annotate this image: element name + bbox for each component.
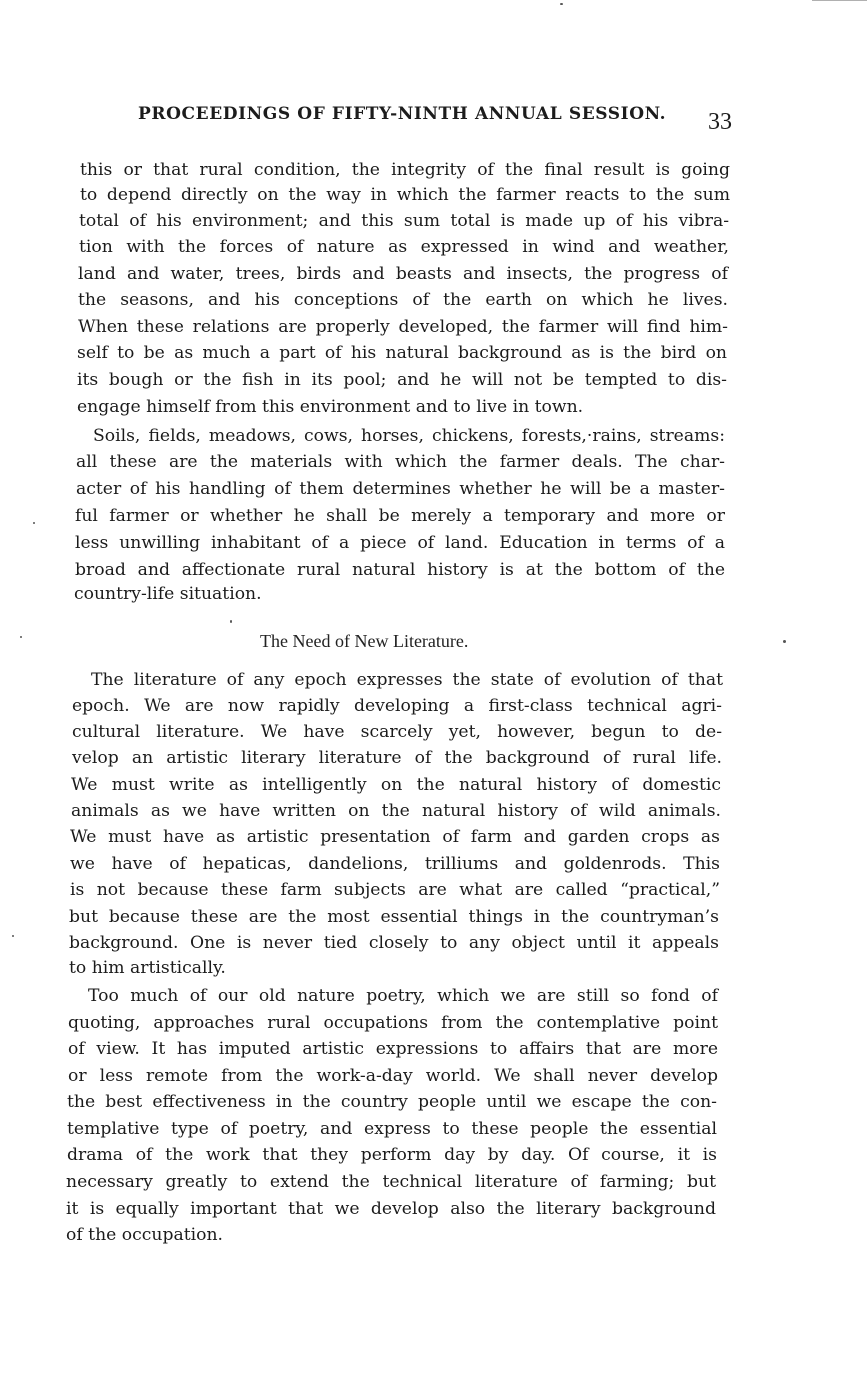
paragraph-1-line: to depend directly on the way in which the farmer reacts to the sum	[80, 185, 730, 205]
paragraph-2-line: less unwilling inhabitant of a piece of land. Education in terms of a	[75, 533, 725, 553]
paragraph-4-line: the best effectiveness in the country people until we escape the con-	[67, 1092, 717, 1112]
paragraph-3-line: but because these are the most essential things in the countryman’s	[69, 907, 719, 927]
paragraph-4-line: drama of the work that they perform day by day. Of course, it is	[67, 1145, 717, 1165]
paragraph-4-line: Too much of our old nature poetry, which we are still so fond of	[88, 986, 718, 1006]
paragraph-3-line: The literature of any epoch expresses the state of evolution of that	[91, 670, 723, 690]
scan-speck	[230, 620, 232, 623]
paragraph-3-line: We must have as artistic presentation of farm and garden crops as	[70, 827, 720, 847]
paragraph-1-line: this or that rural condition, the integrity of the final result is going	[80, 160, 730, 180]
paragraph-3-line: is not because these farm subjects are what are called “practical,”	[70, 880, 720, 900]
paragraph-2-line: all these are the materials with which the farmer deals. The char-	[76, 452, 725, 472]
paragraph-3-line: We must write as intelligently on the natural history of domestic	[71, 775, 721, 795]
paragraph-1-line: tion with the forces of nature as expressed in wind and weather,	[79, 237, 729, 257]
paragraph-2-line: ful farmer or whether he shall be merely a temporary and more or	[75, 506, 725, 526]
paragraph-2-line: broad and affectionate rural natural history is at the bottom of the	[75, 560, 725, 580]
paragraph-3-line: to him artistically.	[69, 958, 226, 978]
paragraph-2-line: Soils, fields, meadows, cows, horses, chickens, forests,·rains, streams:	[93, 426, 725, 446]
paragraph-4-line: of view. It has imputed artistic expressions to affairs that are more	[68, 1039, 718, 1059]
page-edge-mark	[812, 0, 867, 1]
paragraph-4-line: templative type of poetry, and express to these people the essential	[67, 1119, 717, 1139]
paragraph-1-line: engage himself from this environment and to live in town.	[77, 397, 584, 417]
paragraph-1-line: total of his environment; and this sum total is made up of his vibra-	[79, 211, 729, 231]
scan-speck	[783, 640, 786, 643]
scan-speck	[20, 636, 22, 638]
paragraph-3-line: we have of hepaticas, dandelions, trilliums and goldenrods. This	[70, 854, 720, 874]
paragraph-1-line: When these relations are properly developed, the farmer will find him-	[78, 317, 728, 337]
paragraph-4-line: quoting, approaches rural occupations from the contemplative point	[68, 1013, 718, 1033]
paragraph-1-line: the seasons, and his conceptions of the earth on which he lives.	[78, 290, 728, 310]
scan-speck	[33, 522, 35, 524]
paragraph-4-line: of the occupation.	[66, 1225, 223, 1245]
paragraph-2-line: acter of his handling of them determines whether he will be a master-	[76, 479, 725, 499]
page-number: 33	[708, 109, 732, 135]
paragraph-3-line: cultural literature. We have scarcely yet, however, begun to de-	[72, 722, 722, 742]
section-heading: The Need of New Literature.	[260, 631, 469, 651]
running-head: PROCEEDINGS OF FIFTY-NINTH ANNUAL SESSION.	[138, 104, 667, 124]
paragraph-1-line: self to be as much a part of his natural background as is the bird on	[77, 343, 727, 363]
paragraph-2-line: country-life situation.	[74, 584, 262, 604]
paragraph-4-line: it is equally important that we develop also the literary background	[66, 1199, 716, 1219]
scan-speck	[560, 3, 563, 5]
paragraph-3-line: animals as we have written on the natural history of wild animals.	[71, 801, 721, 821]
paragraph-3-line: epoch. We are now rapidly developing a first-class technical agri-	[72, 696, 722, 716]
paragraph-4-line: or less remote from the work-a-day world. We shall never develop	[68, 1066, 718, 1086]
paragraph-4-line: necessary greatly to extend the technical literature of farming; but	[66, 1172, 716, 1192]
paragraph-3-line: background. One is never tied closely to any object until it appeals	[69, 933, 719, 953]
paragraph-3-line: velop an artistic literary literature of the background of rural life.	[72, 748, 722, 768]
scan-speck	[12, 935, 14, 937]
paragraph-1-line: land and water, trees, birds and beasts and insects, the progress of	[78, 264, 728, 284]
paragraph-1-line: its bough or the fish in its pool; and he will not be tempted to dis-	[77, 370, 727, 390]
